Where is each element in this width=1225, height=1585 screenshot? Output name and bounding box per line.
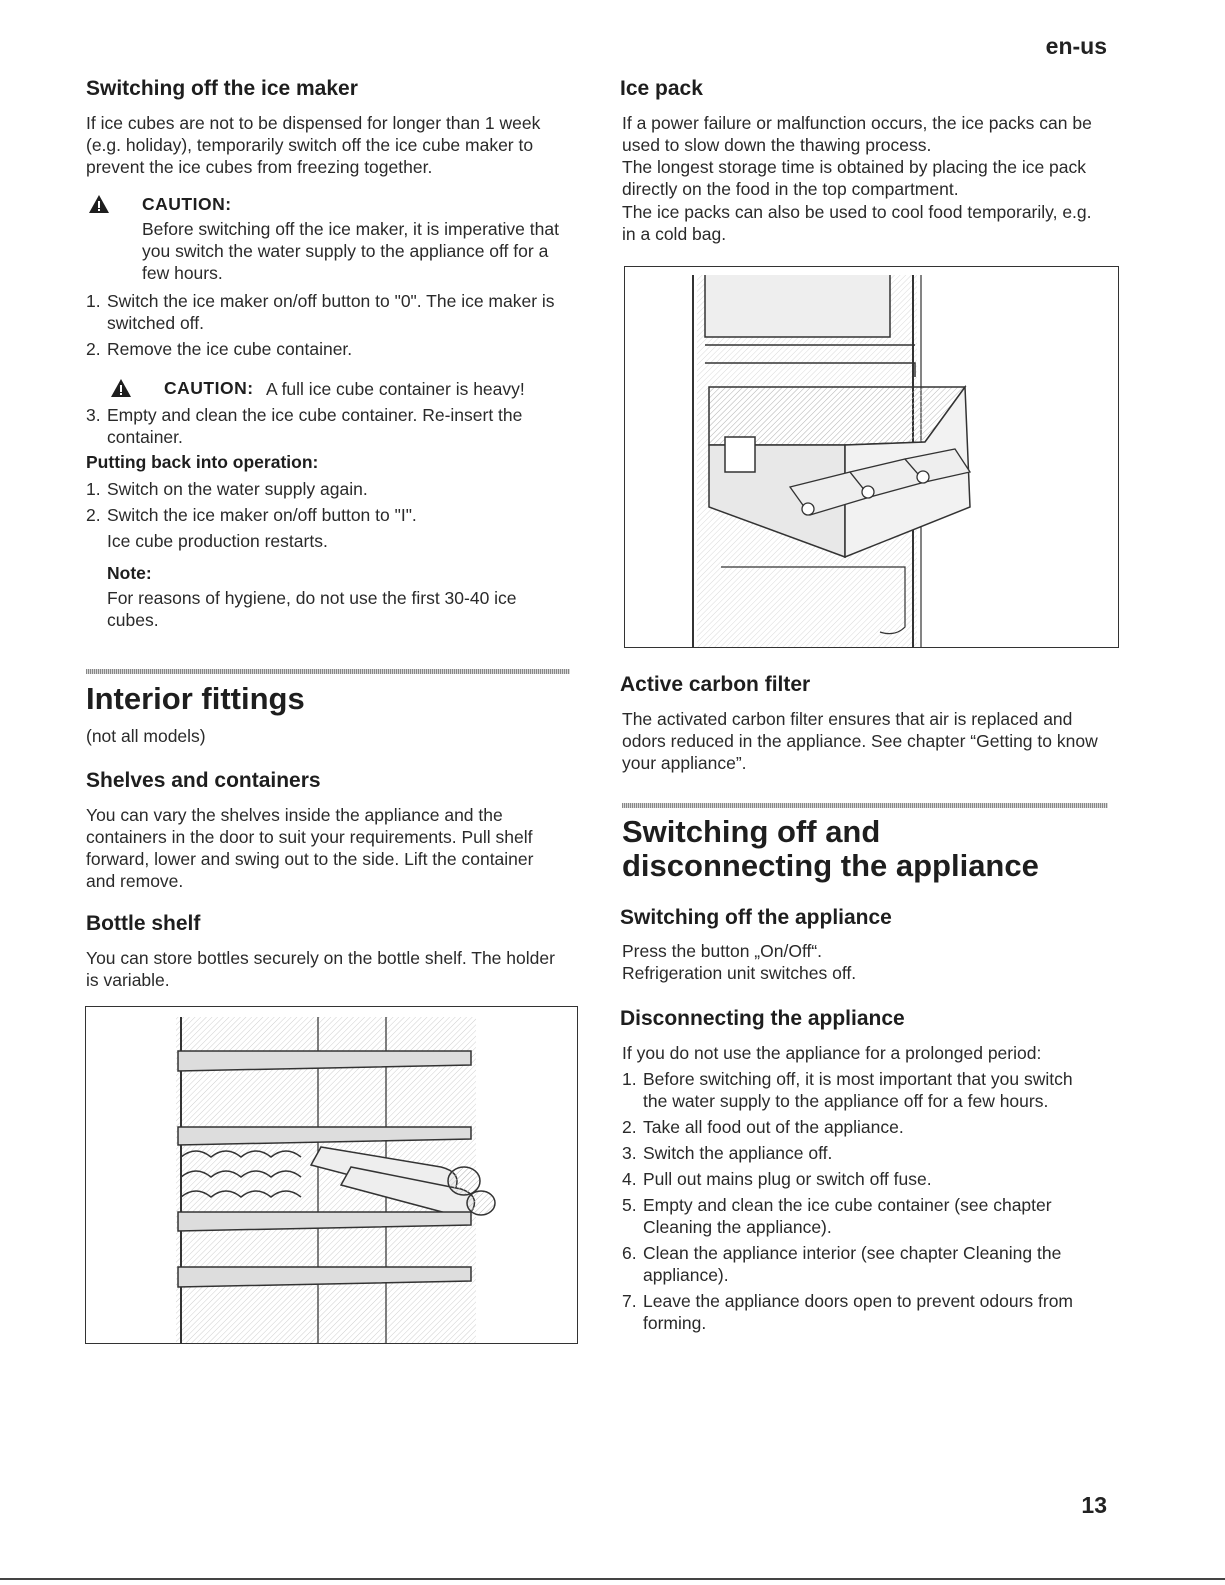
caution-label: CAUTION: [142,194,232,214]
list-item: 2. Remove the ice cube container. [86,339,353,359]
list-item: 5. Empty and clean the ice cube container (see chapter Cleaning the appliance). [622,1195,1052,1237]
shelves-text: You can vary the shelves inside the appliance and the containers in the door to suit your requirements. Pull shelf forward, lower and swing out to the side. Lift the container and remove. [86,805,534,891]
language-code: en-us [1045,33,1107,59]
ice-off-step-3 [86,404,556,452]
ice-maker-off-heading: Switching off the ice maker [86,77,358,100]
list-item: 2. Take all food out of the appliance. [622,1117,904,1137]
interior-fittings-heading: Interior fittings [86,681,305,716]
switching-off-heading-line2: disconnecting the appliance [622,848,1039,883]
bottle-shelf-illustration [85,1006,578,1344]
bottle-shelf-text: You can store bottles securely on the bottle shelf. The holder is variable. [86,948,555,990]
ice-maker-off-intro: If ice cubes are not to be dispensed for longer than 1 week (e.g. holiday), temporarily switch off the ice cube maker to prevent the ice cubes from freezing together. [86,113,541,177]
list-item: 6. Clean the appliance interior (see chapter Cleaning the appliance). [622,1243,1062,1285]
warning-icon [110,378,132,398]
list-item: 3. Switch the appliance off. [622,1143,833,1163]
section-divider [86,669,570,674]
carbon-filter-heading: Active carbon filter [620,673,811,696]
disconnecting-steps [622,1068,1100,1338]
list-item: 7. Leave the appliance doors open to prevent odours from forming. [622,1291,1074,1333]
restart-text: Ice cube production restarts. [107,531,328,551]
note-label: Note: [107,563,152,583]
section-divider [622,803,1108,808]
disconnecting-heading: Disconnecting the appliance [620,1007,905,1030]
note-text: For reasons of hygiene, do not use the first 30-40 ice cubes. [107,588,517,630]
switching-off-line2: Refrigeration unit switches off. [622,963,857,983]
switching-off-heading-line1: Switching off and [622,814,881,849]
ice-pack-p2: The longest storage time is obtained by placing the ice pack directly on the food in the top compartment. [622,157,1087,199]
bottle-shelf-heading: Bottle shelf [86,912,201,935]
interior-subtitle: (not all models) [86,726,206,746]
switching-off-appliance-heading: Switching off the appliance [620,906,892,929]
caution-text-2: A full ice cube container is heavy! [266,379,525,399]
list-item: 1. Before switching off, it is most important that you switch the water supply to the appliance off for a few hours. [622,1069,1073,1111]
list-item: 1. Switch on the water supply again. [86,479,368,499]
caution-text: Before switching off the ice maker, it is imperative that you switch the water supply to the appliance off for a few hours. [142,219,559,283]
disconnecting-intro: If you do not use the appliance for a prolonged period: [622,1043,1042,1063]
list-item: 3. Empty and clean the ice cube container. Re-insert the container. [86,405,523,447]
ice-off-steps-a [86,290,556,364]
ice-pack-p1: If a power failure or malfunction occurs, the ice packs can be used to slow down the thawing process. [622,113,1092,155]
ice-pack-heading: Ice pack [620,77,703,100]
list-item: 4. Pull out mains plug or switch off fuse. [622,1169,932,1189]
putting-back-steps [86,478,556,526]
bottom-rule [0,1578,1225,1580]
shelves-heading: Shelves and containers [86,769,321,792]
caution-label-2: CAUTION: [164,378,254,398]
carbon-filter-text: The activated carbon filter ensures that air is replaced and odors reduced in the appliance. See chapter “Getting to know your appliance”. [622,709,1098,773]
putting-back-heading: Putting back into operation: [86,452,319,472]
warning-icon [88,194,110,214]
list-item: 1. Switch the ice maker on/off button to "0". The ice maker is switched off. [86,291,555,333]
ice-pack-p3: The ice packs can also be used to cool food temporarily, e.g. in a cold bag. [622,202,1092,244]
list-item: 2. Switch the ice maker on/off button to "I". [86,505,417,525]
page-number: 13 [1081,1492,1107,1518]
ice-pack-drawer-illustration [624,266,1119,648]
switching-off-line1: Press the button „On/Off“. [622,941,823,961]
